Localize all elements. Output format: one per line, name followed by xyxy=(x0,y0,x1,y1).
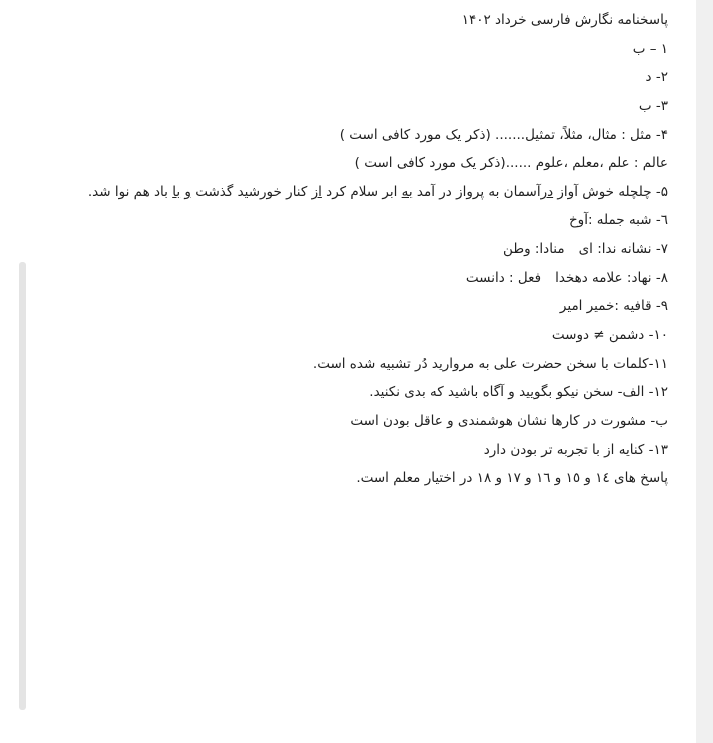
answer-5 xyxy=(40,178,668,206)
underlined-word: با xyxy=(172,184,181,201)
underlined-word: و xyxy=(184,184,191,201)
answer-6: ٦- شبه جمله :آوخ xyxy=(568,212,668,229)
answer-8 xyxy=(40,264,668,293)
answer-4a: ۴- مثل : مثال، مثلاً، تمثیل....... (ذکر یک مورد کافی است ) xyxy=(339,126,668,143)
answer-5-text: ابر سلام کرد xyxy=(321,184,402,201)
vertical-scrollbar[interactable] xyxy=(19,262,26,710)
answer-8-a: ۸- نهاد: علامه دهخدا xyxy=(555,269,668,286)
answer-7 xyxy=(40,235,668,264)
answer-4b: عالم : علم ،معلم ،علوم ......(ذکر یک مورد کافی است ) xyxy=(354,155,668,172)
answer-9: ۹- قافیه :خمیر امیر xyxy=(559,298,668,315)
answer-8-b: فعل : دانست xyxy=(465,269,542,286)
doc-title: پاسخنامه نگارش فارسی خرداد ۱۴۰۲ xyxy=(461,12,668,28)
right-margin xyxy=(696,0,713,743)
answer-5-text: آسمان به پرواز در آمد xyxy=(412,184,541,201)
answer-5-text: کنار خورشید گذشت xyxy=(190,184,312,201)
answer-5-text: ۵- چلچله خوش آواز xyxy=(553,184,668,201)
underlined-word: به xyxy=(401,184,413,201)
underlined-word: از xyxy=(311,184,322,201)
answer-5-text: باد هم نوا شد. xyxy=(87,184,173,201)
answer-12a: ۱۲- الف- سخن نیکو بگویید و آگاه باشید که بدی نکنید. xyxy=(369,384,668,401)
answer-7-a: ۷- نشانه ندا: ای xyxy=(578,240,668,257)
answer-1: ۱ – ب xyxy=(632,40,668,57)
answer-11: ۱۱-کلمات با سخن حضرت علی به مروارید دُر تشبیه شده است. xyxy=(312,355,668,372)
underlined-word: در xyxy=(540,184,554,201)
answer-sheet xyxy=(40,6,668,493)
answer-13: ۱۳- کنایه از با تجربه تر بودن دارد xyxy=(483,441,668,458)
answer-2: ۲- د xyxy=(645,69,668,86)
answer-10: ۱۰- دشمن ≠ دوست xyxy=(551,326,668,343)
answer-3: ۳- ب xyxy=(638,98,668,115)
teacher-note: پاسخ های ١٤ و ١٥ و ١٦ و ١۷ و ١٨ در اختیار معلم است. xyxy=(356,470,668,487)
answer-12b: ب- مشورت در کارها نشان هوشمندی و عاقل بودن است xyxy=(350,412,668,429)
answer-7-b: منادا: وطن xyxy=(503,240,565,257)
